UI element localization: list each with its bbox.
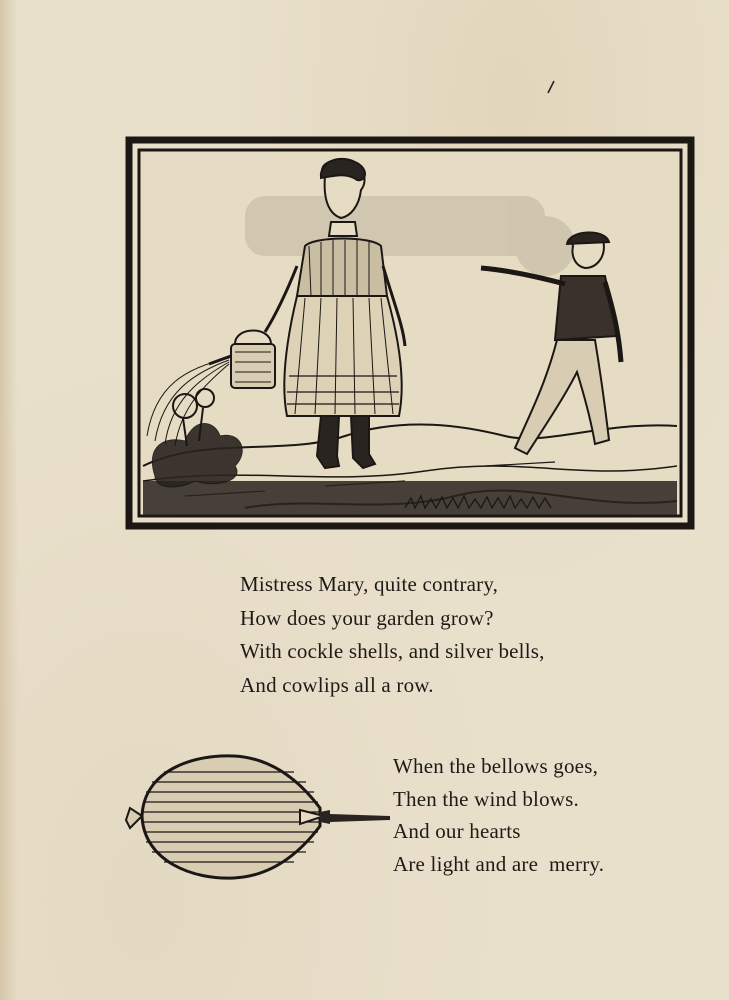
- verse-line: And cowlips all a row.: [240, 672, 434, 697]
- verse-line: Are light and are merry.: [393, 851, 605, 876]
- page-gutter-shadow: [0, 0, 18, 1000]
- verse-line: Then the wind blows.: [393, 786, 579, 811]
- ink-mark: [546, 80, 556, 94]
- verse-line: With cockle shells, and silver bells,: [240, 639, 545, 663]
- bellows-illustration: [124, 750, 394, 884]
- verse-line: How does your garden grow?: [240, 605, 494, 630]
- rhyme-mistress-mary: [240, 568, 545, 702]
- verse-line: When the bellows goes,: [393, 754, 599, 778]
- woodcut-illustration: [125, 136, 695, 530]
- verse-line: Mistress Mary, quite contrary,: [240, 572, 499, 596]
- rhyme-bellows: [393, 750, 604, 880]
- verse-line: And our hearts: [393, 819, 521, 843]
